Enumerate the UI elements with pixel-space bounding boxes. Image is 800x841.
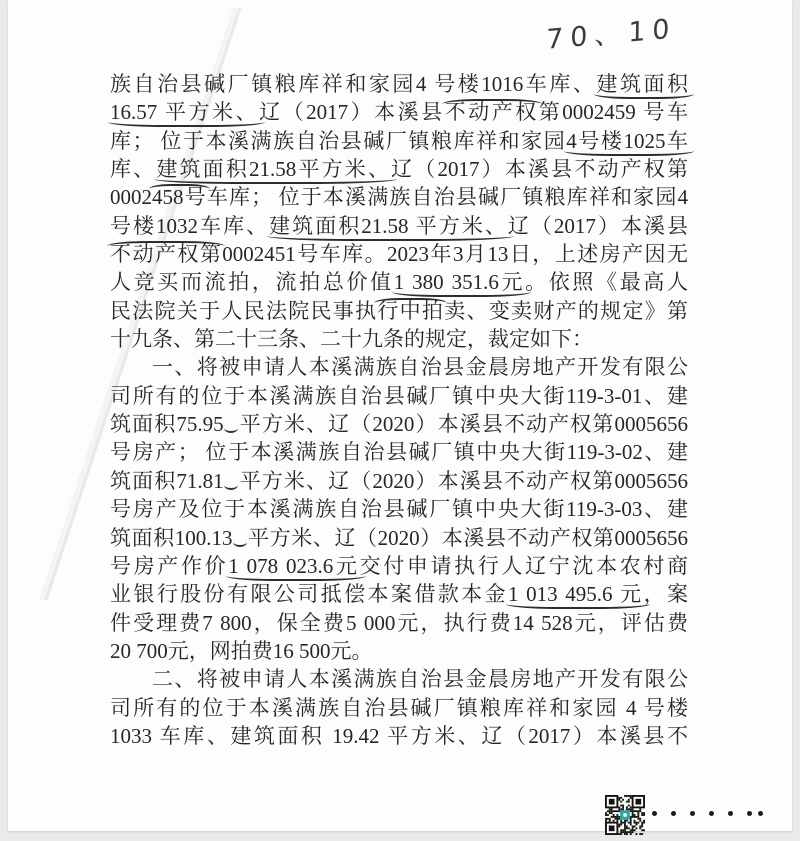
pen-underlined-text: 1 013 495.6 元 (507, 582, 644, 607)
text-segment: 号房产； 位于本溪满族自治县碱厂镇中央大街119-3-02、建 (110, 440, 688, 465)
text-line (110, 665, 688, 693)
text-line (110, 127, 688, 155)
text-segment: 号房产及位于本溪满族自治县碱厂镇中央大街119-3-03、建 (110, 497, 688, 522)
text-segment: 筑面积75.95 (110, 412, 224, 437)
text-segment: 一、将被申请人本溪满族自治县金晨房地产开发有限公 (152, 355, 688, 380)
text-segment: 二、将被申请人本溪满族自治县金晨房地产开发有限公 (152, 667, 688, 692)
pen-stroke-text: 458号 (152, 185, 207, 210)
pen-underlined-text: 建筑面积 (596, 72, 689, 96)
text-segment: 卖、变卖财产的规定》第 (444, 298, 689, 323)
text-line (110, 98, 688, 126)
text-line (110, 212, 688, 240)
text-segment: 平方米、辽（2020）本溪县不动产权第0005656 (247, 525, 689, 550)
text-segment: 库、 (110, 157, 157, 182)
text-segment: 。依照《最高人 (525, 270, 689, 295)
dot-mark (728, 811, 733, 816)
text-segment: 号房产作价 (110, 553, 229, 578)
text-segment: 辽（2017）本溪县 (259, 100, 445, 125)
text-line (110, 609, 688, 637)
pen-underlined-text: 1 380 351.6元 (393, 270, 526, 295)
text-segment: 司所有的位于本溪满族自治县碱厂镇粮库祥和家园 4 号楼 (110, 695, 688, 720)
pen-underlined-text: 4号楼1025车 (566, 128, 689, 153)
text-segment: 平方米、辽（2020）本溪县不动产权第0005656 (238, 412, 689, 437)
text-line (110, 580, 688, 608)
text-line (110, 552, 688, 580)
text-segment: 筑面积71.81 (110, 468, 224, 493)
text-line (110, 524, 688, 552)
text-line (110, 268, 688, 296)
text-line (110, 722, 688, 750)
document-page (8, 0, 792, 831)
text-segment: 0002451号车库。2023年3月13日，上述房产因无 (222, 242, 689, 267)
text-line (110, 240, 688, 268)
text-segment: 辽（2017）本溪县 (507, 213, 689, 238)
text-segment: 库； 位于本溪满族自治县碱厂镇粮库祥和家园 (110, 128, 567, 153)
text-segment: 平方米、辽（2020）本溪县不动产权第0005656 (238, 468, 689, 493)
dot-mark (690, 811, 695, 816)
text-segment: 十九条、第二十三条、二十九条的规定，裁定如下： (110, 327, 593, 352)
pen-stroke-text: 不动产权第 (110, 242, 223, 267)
text-segment: 0002 (110, 185, 152, 210)
text-line (110, 353, 688, 381)
pen-stroke-text: 行中拍 (377, 298, 445, 323)
text-line (110, 467, 688, 495)
pen-underlined-text: 建筑面积21.58 平方米、 (269, 213, 508, 238)
dotted-marks (652, 811, 763, 816)
pen-underlined-text: 1 078 023.6元 (228, 553, 360, 578)
dot-mark (747, 811, 752, 816)
text-segment: 人竞买而流拍，流拍总价值 (110, 270, 394, 295)
dot-mark (652, 811, 657, 816)
text-segment: 第0002459 号车 (538, 100, 689, 125)
text-line (110, 637, 688, 665)
pen-tick-mark (224, 422, 238, 433)
text-segment: 交付申请执行人辽宁沈本农村商 (359, 553, 689, 578)
document-text (110, 70, 688, 750)
text-segment: 族自治县碱厂镇粮库祥和家园4 号楼1016车库、 (110, 72, 597, 96)
pen-underlined-text: 建筑面积21.58平方米、 (156, 157, 392, 182)
text-line (110, 410, 688, 438)
text-line (110, 694, 688, 722)
dot-mark (671, 811, 676, 816)
text-line (110, 438, 688, 466)
text-segment: ，案 (643, 582, 689, 607)
text-line (110, 382, 688, 410)
text-line (110, 325, 688, 353)
pen-stroke-text: 不动产权 (444, 100, 539, 125)
text-segment: 件受理费7 800，保全费5 000元，执行费14 528元，评估费 (110, 610, 688, 635)
text-segment: 筑面积100.13 (110, 525, 233, 550)
pen-tick-mark (233, 536, 247, 547)
text-line (110, 155, 688, 183)
text-line (110, 495, 688, 523)
text-segment: 号楼1032车库、 (110, 213, 270, 238)
text-segment: 民法院关于人民法院民事执 (110, 298, 378, 323)
pen-tick-mark (224, 479, 238, 490)
text-line (110, 297, 688, 325)
text-segment: 司所有的位于本溪满族自治县碱厂镇中央大街119-3-01、建 (110, 383, 688, 408)
qr-code-image (605, 795, 645, 835)
text-line (110, 70, 688, 98)
text-segment: 辽（2017）本溪县不动产权第 (391, 157, 689, 182)
text-segment: 车库； 位于本溪满族自治县碱厂镇粮库祥和家园4 (206, 185, 689, 210)
handwritten-page-note: 70、10 (545, 13, 677, 56)
text-segment: 业银行股份有限公司抵偿本案借款本金 (110, 582, 508, 607)
dot-mark (758, 811, 763, 816)
text-segment: 1033 车库、建筑面积 19.42 平方米、辽（2017）本溪县不 (110, 723, 688, 748)
text-segment: 20 700元，网拍费16 500元。 (110, 638, 373, 663)
dot-mark (709, 811, 714, 816)
text-line (110, 183, 688, 211)
pen-underlined-text: 16.57 平方米、 (110, 100, 260, 125)
